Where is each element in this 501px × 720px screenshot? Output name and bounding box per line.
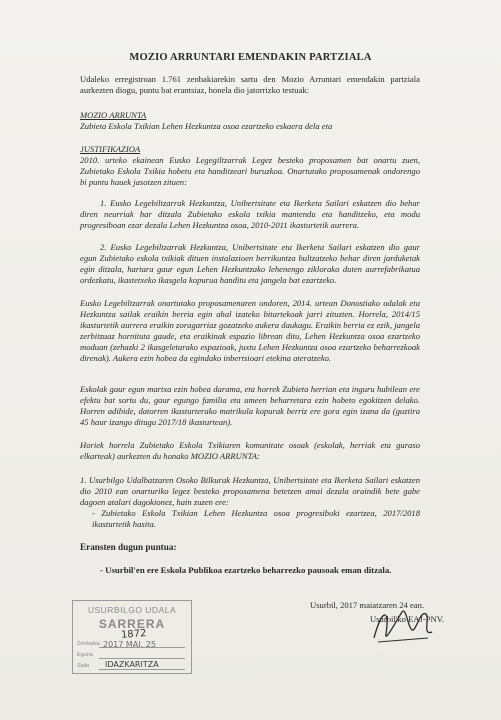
stamp-number-label: Zenbakia: [77, 641, 100, 647]
added-heading: Eransten dugun puntua:: [80, 542, 177, 552]
document-title: MOZIO ARRUNTARI EMENDAKIN PARTZIALA: [129, 52, 372, 63]
stamp-word: SARRERA: [98, 617, 166, 631]
point-2: 2. Eusko Legebiltzarrak Hezkuntza, Unibertsitate eta Ikerketa Sailari eskatzen dio gaur egun Zubietako eskola txikiak dituen instalazioen berrikuntza bultzatzeko behar diren jarduketak egin ditzala, hartara gaur egun Lehen Hezkuntzako lehenengo ziklorako duten aurrefabrikatua ordezkatu, ikastetxeko ikasgela kopurua handitu eta jangela bat ezartzeko.: [80, 242, 420, 285]
stamp-number-handwritten: 1872: [120, 628, 147, 641]
stamp-dept-handwritten: IDAZKARITZA: [105, 660, 159, 669]
signature-location: Usurbil, 2017 maiatzaren 24 ean.: [310, 600, 425, 610]
justification-text: 2010. urteko ekainean Eusko Legegiltzarrak Legez besteko proposamen bat onartu zuen, Zubietako Eskola Txikia hobetu eta handitzeari buruzkoa. Onartutako proposamenak ondorengo bi puntu hauek jasotzen zituen:: [80, 155, 420, 187]
stamp-dept-label: Saila: [77, 663, 90, 669]
handwritten-signature: [368, 598, 438, 648]
mozio-heading: MOZIO ARRUNTA: [80, 110, 147, 120]
added-point: - Usurbil'en ere Eskola Publikoa ezartzeko beharrezko pausoak eman ditzala.: [100, 565, 392, 575]
intro-paragraph: Udaleko erregistroan 1.761 zenbakiarekin sartu den Mozio Arruntari emendakin partziala aurkezten diogu, puntu bat erantsiaz, honela dio jatorrizko testuak:: [80, 74, 420, 95]
justification-heading: JUSTIFIKAZIOA: [80, 144, 141, 154]
mozio-line: Zubieta Eskola Txikian Lehen Hezkuntza osoa ezartzeko eskaera dela eta: [80, 121, 333, 131]
point-1: 1. Eusko Legebiltzarrak Hezkuntza, Unibertsitate eta Ikerketa Sailari eskatzen dio behar diren neurriak har ditzala Zubietako eskola txikia mantendu eta handitzeko, eta modu progresiboan ezar dezala Lehen Hezkuntza osoa, 2010-2011 ikasturtetik aurrera.: [80, 198, 420, 230]
stamp-dept-line: [99, 669, 185, 670]
stamp-date-line: [99, 658, 185, 659]
stamp-org: USURBILGO UDALA: [87, 605, 177, 615]
paragraph-5: Horiek horrela Zubietako Eskola Txikiaren komunitate osoak (eskolak, herriak eta guraso elkarteak) aurkezten du honako MOZIO ARRUNTA:: [80, 440, 420, 461]
paragraph-6: 1. Usurbilgo Udalbatzaren Osoko Bilkurak Hezkuntza, Unibertsitate eta Ikerketa Sailari eskatzen dio 2010 ean onarturiko legez besteko proposamena betetzen amai dezala oraindik bete gabe dagoen atalari dagokionez, hain zuzen ere:: [80, 475, 420, 507]
paragraph-3: Eusko Legebiltzarrak onartutako proposamenaren ondoren, 2014. urtean Donostiako udalak eta Hezkuntza sailak eraikin berria egin ahal izateko bitartekoak jarri zituzten. Horrela, 2014/15 ikasturtetik aurrera eraikin zoragarriaz gozatzeko aukera daukagu. Eraikin berria ez ezik, jangela zerbitzuaz hornituta gaude, eta eraikinak espazio librean ditu, Lehen Hezkuntza osoa ezartzeko moduan (zehazki 2 ikasgeletarako espazioak, juxtu Lehen Hezkuntza osoa ezartzeko beharrezkoak direnak). Aukera ezin hobea da egindako inbertsioari etekina ateratzeko.: [80, 298, 420, 363]
stamp-date-label: Eguna: [77, 652, 93, 658]
stamp-date-value: 2017 MAI. 25: [103, 640, 156, 649]
registry-stamp: [72, 600, 192, 674]
signature-party: Usurbil'ko EAJ-PNV.: [370, 614, 444, 624]
paragraph-4: Eskolak gaur egun martxa ezin hobea darama, eta horrek Zubieta herrian eta inguru hubilean ere efektu bat sortu du, gaur egungo familia eta umeen beharretara ezin hobeto egokitzen delako. Horren adibide, datorren ikasturterako matrikula kopurak berriz ere gora egin izana da (guztira 45 haur izango ditugu 2017/18 ikasturtean).: [80, 384, 420, 427]
paragraph-6-item: - Zubietako Eskola Txikian Lehen Hezkuntza osoa progresiboki ezartzea, 2017/2018 ikasturtetik hasita.: [92, 508, 420, 529]
